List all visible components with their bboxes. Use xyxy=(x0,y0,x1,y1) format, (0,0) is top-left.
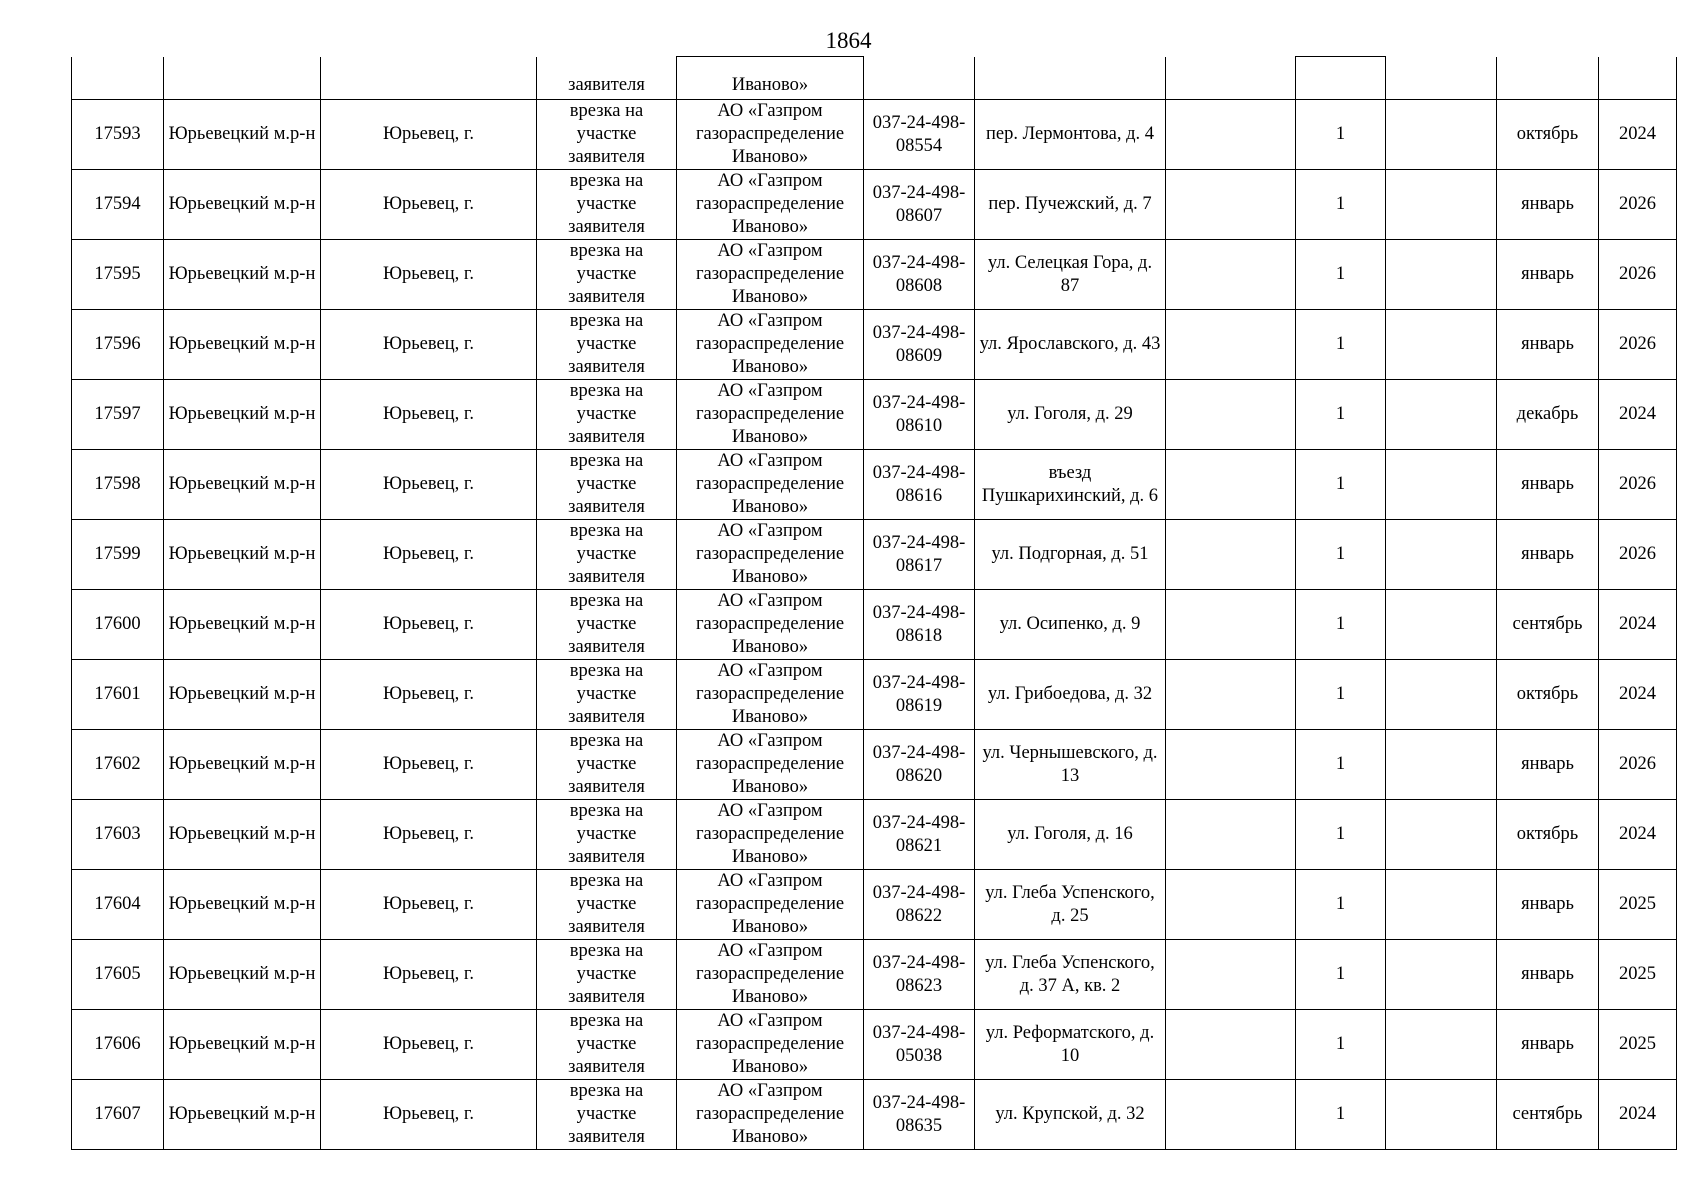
cell-id: 17605 xyxy=(72,940,164,1010)
register-body xyxy=(72,57,1677,1150)
cell-extra-2 xyxy=(1386,240,1497,310)
cell-id: 17603 xyxy=(72,800,164,870)
cell-locality: Юрьевец, г. xyxy=(321,730,537,800)
cell-code: 037-24-498-08621 xyxy=(864,800,975,870)
cell-extra-2 xyxy=(1386,590,1497,660)
cell-method: врезка на участке заявителя xyxy=(537,800,677,870)
cell-id: 17595 xyxy=(72,240,164,310)
cell-id: 17594 xyxy=(72,170,164,240)
cell-month: январь xyxy=(1497,730,1599,800)
cell-address: пер. Лермонтова, д. 4 xyxy=(975,100,1166,170)
cell-id: 17598 xyxy=(72,450,164,520)
cell-code: 037-24-498-08635 xyxy=(864,1080,975,1150)
cell-address: ул. Гоголя, д. 16 xyxy=(975,800,1166,870)
cell-year: 2026 xyxy=(1599,170,1677,240)
cell-code: 037-24-498-08620 xyxy=(864,730,975,800)
cell-method: врезка на участке заявителя xyxy=(537,170,677,240)
cell-district xyxy=(164,57,321,100)
cell-code: 037-24-498-05038 xyxy=(864,1010,975,1080)
cell-code: 037-24-498-08617 xyxy=(864,520,975,590)
cell-extra-1 xyxy=(1166,170,1296,240)
cell-method: заявителя xyxy=(537,57,677,100)
cell-count: 1 xyxy=(1296,590,1386,660)
cell-address: ул. Подгорная, д. 51 xyxy=(975,520,1166,590)
cell-locality: Юрьевец, г. xyxy=(321,660,537,730)
cell-org: АО «Газпром газораспределение Иваново» xyxy=(677,800,864,870)
cell-district: Юрьевецкий м.р-н xyxy=(164,590,321,660)
cell-count: 1 xyxy=(1296,310,1386,380)
cell-locality: Юрьевец, г. xyxy=(321,940,537,1010)
cell-extra-2 xyxy=(1386,660,1497,730)
table-row xyxy=(72,1010,1677,1080)
cell-count: 1 xyxy=(1296,800,1386,870)
cell-method: врезка на участке заявителя xyxy=(537,310,677,380)
cell-year: 2024 xyxy=(1599,660,1677,730)
cell-month: январь xyxy=(1497,940,1599,1010)
cell-method: врезка на участке заявителя xyxy=(537,1010,677,1080)
cell-extra-2 xyxy=(1386,520,1497,590)
cell-count: 1 xyxy=(1296,1080,1386,1150)
cell-code: 037-24-498-08623 xyxy=(864,940,975,1010)
cell-month: январь xyxy=(1497,520,1599,590)
cell-code: 037-24-498-08607 xyxy=(864,170,975,240)
cell-id: 17596 xyxy=(72,310,164,380)
cell-org: АО «Газпром газораспределение Иваново» xyxy=(677,170,864,240)
cell-id: 17597 xyxy=(72,380,164,450)
cell-month: январь xyxy=(1497,240,1599,310)
cell-extra-1 xyxy=(1166,730,1296,800)
cell-count: 1 xyxy=(1296,450,1386,520)
cell-year: 2024 xyxy=(1599,590,1677,660)
cell-month: октябрь xyxy=(1497,100,1599,170)
cell-district: Юрьевецкий м.р-н xyxy=(164,100,321,170)
table-row xyxy=(72,660,1677,730)
cell-extra-2 xyxy=(1386,380,1497,450)
cell-district: Юрьевецкий м.р-н xyxy=(164,1080,321,1150)
cell-extra-1 xyxy=(1166,100,1296,170)
register-table xyxy=(71,56,1677,1150)
cell-count xyxy=(1296,57,1386,100)
table-row xyxy=(72,1080,1677,1150)
cell-count: 1 xyxy=(1296,240,1386,310)
cell-method: врезка на участке заявителя xyxy=(537,450,677,520)
cell-month: январь xyxy=(1497,870,1599,940)
cell-method: врезка на участке заявителя xyxy=(537,100,677,170)
cell-count: 1 xyxy=(1296,870,1386,940)
cell-month: январь xyxy=(1497,170,1599,240)
cell-method: врезка на участке заявителя xyxy=(537,240,677,310)
cell-address: ул. Глеба Успенского, д. 25 xyxy=(975,870,1166,940)
cell-code: 037-24-498-08622 xyxy=(864,870,975,940)
cell-id: 17599 xyxy=(72,520,164,590)
page-number: 1864 xyxy=(825,28,872,53)
cell-year: 2026 xyxy=(1599,450,1677,520)
cell-address: ул. Селецкая Гора, д. 87 xyxy=(975,240,1166,310)
cell-district: Юрьевецкий м.р-н xyxy=(164,450,321,520)
cell-org: АО «Газпром газораспределение Иваново» xyxy=(677,870,864,940)
table-row xyxy=(72,940,1677,1010)
cell-extra-1 xyxy=(1166,57,1296,100)
cell-count: 1 xyxy=(1296,730,1386,800)
cell-extra-1 xyxy=(1166,660,1296,730)
cell-year: 2025 xyxy=(1599,940,1677,1010)
table-row xyxy=(72,100,1677,170)
cell-district: Юрьевецкий м.р-н xyxy=(164,170,321,240)
cell-code: 037-24-498-08554 xyxy=(864,100,975,170)
cell-id: 17600 xyxy=(72,590,164,660)
cell-locality: Юрьевец, г. xyxy=(321,380,537,450)
cell-extra-1 xyxy=(1166,380,1296,450)
cell-extra-2 xyxy=(1386,100,1497,170)
cell-id: 17607 xyxy=(72,1080,164,1150)
cell-locality: Юрьевец, г. xyxy=(321,590,537,660)
cell-org: АО «Газпром газораспределение Иваново» xyxy=(677,450,864,520)
cell-address: ул. Реформатского, д. 10 xyxy=(975,1010,1166,1080)
cell-extra-2 xyxy=(1386,940,1497,1010)
cell-org: АО «Газпром газораспределение Иваново» xyxy=(677,310,864,380)
cell-id: 17593 xyxy=(72,100,164,170)
table-row xyxy=(72,170,1677,240)
cell-address: пер. Пучежский, д. 7 xyxy=(975,170,1166,240)
cell-address: ул. Гоголя, д. 29 xyxy=(975,380,1166,450)
cell-org: АО «Газпром газораспределение Иваново» xyxy=(677,240,864,310)
cell-locality: Юрьевец, г. xyxy=(321,240,537,310)
cell-count: 1 xyxy=(1296,170,1386,240)
cell-month xyxy=(1497,57,1599,100)
cell-extra-2 xyxy=(1386,730,1497,800)
cell-extra-1 xyxy=(1166,1010,1296,1080)
cell-year: 2024 xyxy=(1599,380,1677,450)
cell-id: 17604 xyxy=(72,870,164,940)
cell-month: октябрь xyxy=(1497,660,1599,730)
cell-count: 1 xyxy=(1296,660,1386,730)
cell-address: ул. Чернышевского, д. 13 xyxy=(975,730,1166,800)
cell-method: врезка на участке заявителя xyxy=(537,870,677,940)
cell-locality: Юрьевец, г. xyxy=(321,100,537,170)
cell-method: врезка на участке заявителя xyxy=(537,520,677,590)
cell-method: врезка на участке заявителя xyxy=(537,660,677,730)
cell-extra-2 xyxy=(1386,450,1497,520)
cell-org: АО «Газпром газораспределение Иваново» xyxy=(677,100,864,170)
cell-address: ул. Осипенко, д. 9 xyxy=(975,590,1166,660)
cell-code: 037-24-498-08616 xyxy=(864,450,975,520)
cell-extra-2 xyxy=(1386,310,1497,380)
cell-year: 2026 xyxy=(1599,310,1677,380)
cell-year: 2024 xyxy=(1599,100,1677,170)
cell-extra-1 xyxy=(1166,800,1296,870)
cell-locality: Юрьевец, г. xyxy=(321,450,537,520)
cell-locality: Юрьевец, г. xyxy=(321,520,537,590)
cell-extra-1 xyxy=(1166,940,1296,1010)
table-row xyxy=(72,800,1677,870)
cell-month: октябрь xyxy=(1497,800,1599,870)
table-row xyxy=(72,520,1677,590)
cell-locality: Юрьевец, г. xyxy=(321,1080,537,1150)
cell-locality: Юрьевец, г. xyxy=(321,310,537,380)
cell-code xyxy=(864,57,975,100)
cell-year: 2026 xyxy=(1599,730,1677,800)
cell-code: 037-24-498-08609 xyxy=(864,310,975,380)
cell-district: Юрьевецкий м.р-н xyxy=(164,940,321,1010)
cell-address: ул. Грибоедова, д. 32 xyxy=(975,660,1166,730)
cell-org: АО «Газпром газораспределение Иваново» xyxy=(677,380,864,450)
cell-org: АО «Газпром газораспределение Иваново» xyxy=(677,730,864,800)
cell-district: Юрьевецкий м.р-н xyxy=(164,870,321,940)
cell-year: 2024 xyxy=(1599,800,1677,870)
cell-extra-1 xyxy=(1166,520,1296,590)
cell-extra-2 xyxy=(1386,800,1497,870)
cell-count: 1 xyxy=(1296,520,1386,590)
cell-address xyxy=(975,57,1166,100)
continuation-row xyxy=(72,57,1677,100)
cell-extra-1 xyxy=(1166,1080,1296,1150)
table-row xyxy=(72,450,1677,520)
cell-count: 1 xyxy=(1296,100,1386,170)
cell-method: врезка на участке заявителя xyxy=(537,730,677,800)
cell-month: декабрь xyxy=(1497,380,1599,450)
cell-locality: Юрьевец, г. xyxy=(321,870,537,940)
cell-extra-2 xyxy=(1386,870,1497,940)
table-row xyxy=(72,870,1677,940)
cell-method: врезка на участке заявителя xyxy=(537,380,677,450)
table-row xyxy=(72,380,1677,450)
cell-code: 037-24-498-08608 xyxy=(864,240,975,310)
cell-district: Юрьевецкий м.р-н xyxy=(164,730,321,800)
cell-org: АО «Газпром газораспределение Иваново» xyxy=(677,940,864,1010)
cell-month: январь xyxy=(1497,310,1599,380)
cell-locality xyxy=(321,57,537,100)
cell-method: врезка на участке заявителя xyxy=(537,1080,677,1150)
cell-month: январь xyxy=(1497,450,1599,520)
cell-district: Юрьевецкий м.р-н xyxy=(164,380,321,450)
cell-month: сентябрь xyxy=(1497,1080,1599,1150)
cell-district: Юрьевецкий м.р-н xyxy=(164,660,321,730)
cell-year: 2026 xyxy=(1599,520,1677,590)
cell-district: Юрьевецкий м.р-н xyxy=(164,240,321,310)
cell-extra-2 xyxy=(1386,57,1497,100)
cell-code: 037-24-498-08619 xyxy=(864,660,975,730)
cell-locality: Юрьевец, г. xyxy=(321,1010,537,1080)
table-row xyxy=(72,240,1677,310)
cell-year: 2024 xyxy=(1599,1080,1677,1150)
cell-id: 17601 xyxy=(72,660,164,730)
cell-address: ул. Крупской, д. 32 xyxy=(975,1080,1166,1150)
cell-month: январь xyxy=(1497,1010,1599,1080)
cell-extra-1 xyxy=(1166,310,1296,380)
cell-year: 2025 xyxy=(1599,870,1677,940)
table-row xyxy=(72,730,1677,800)
cell-id: 17606 xyxy=(72,1010,164,1080)
table-row xyxy=(72,310,1677,380)
cell-address: ул. Ярославского, д. 43 xyxy=(975,310,1166,380)
cell-district: Юрьевецкий м.р-н xyxy=(164,520,321,590)
cell-year xyxy=(1599,57,1677,100)
cell-count: 1 xyxy=(1296,380,1386,450)
cell-district: Юрьевецкий м.р-н xyxy=(164,310,321,380)
cell-locality: Юрьевец, г. xyxy=(321,170,537,240)
table-row xyxy=(72,590,1677,660)
cell-year: 2026 xyxy=(1599,240,1677,310)
cell-method: врезка на участке заявителя xyxy=(537,940,677,1010)
cell-extra-1 xyxy=(1166,240,1296,310)
cell-org: АО «Газпром газораспределение Иваново» xyxy=(677,660,864,730)
cell-address: въезд Пушкарихинский, д. 6 xyxy=(975,450,1166,520)
cell-extra-2 xyxy=(1386,170,1497,240)
cell-extra-2 xyxy=(1386,1010,1497,1080)
cell-extra-1 xyxy=(1166,590,1296,660)
cell-method: врезка на участке заявителя xyxy=(537,590,677,660)
cell-year: 2025 xyxy=(1599,1010,1677,1080)
cell-id xyxy=(72,57,164,100)
cell-code: 037-24-498-08618 xyxy=(864,590,975,660)
cell-org: АО «Газпром газораспределение Иваново» xyxy=(677,590,864,660)
cell-extra-2 xyxy=(1386,1080,1497,1150)
cell-code: 037-24-498-08610 xyxy=(864,380,975,450)
cell-extra-1 xyxy=(1166,870,1296,940)
cell-id: 17602 xyxy=(72,730,164,800)
cell-district: Юрьевецкий м.р-н xyxy=(164,800,321,870)
cell-district: Юрьевецкий м.р-н xyxy=(164,1010,321,1080)
cell-org: Иваново» xyxy=(677,57,864,100)
cell-org: АО «Газпром газораспределение Иваново» xyxy=(677,1080,864,1150)
cell-org: АО «Газпром газораспределение Иваново» xyxy=(677,520,864,590)
cell-count: 1 xyxy=(1296,940,1386,1010)
cell-month: сентябрь xyxy=(1497,590,1599,660)
cell-address: ул. Глеба Успенского, д. 37 А, кв. 2 xyxy=(975,940,1166,1010)
cell-org: АО «Газпром газораспределение Иваново» xyxy=(677,1010,864,1080)
cell-locality: Юрьевец, г. xyxy=(321,800,537,870)
cell-extra-1 xyxy=(1166,450,1296,520)
cell-count: 1 xyxy=(1296,1010,1386,1080)
